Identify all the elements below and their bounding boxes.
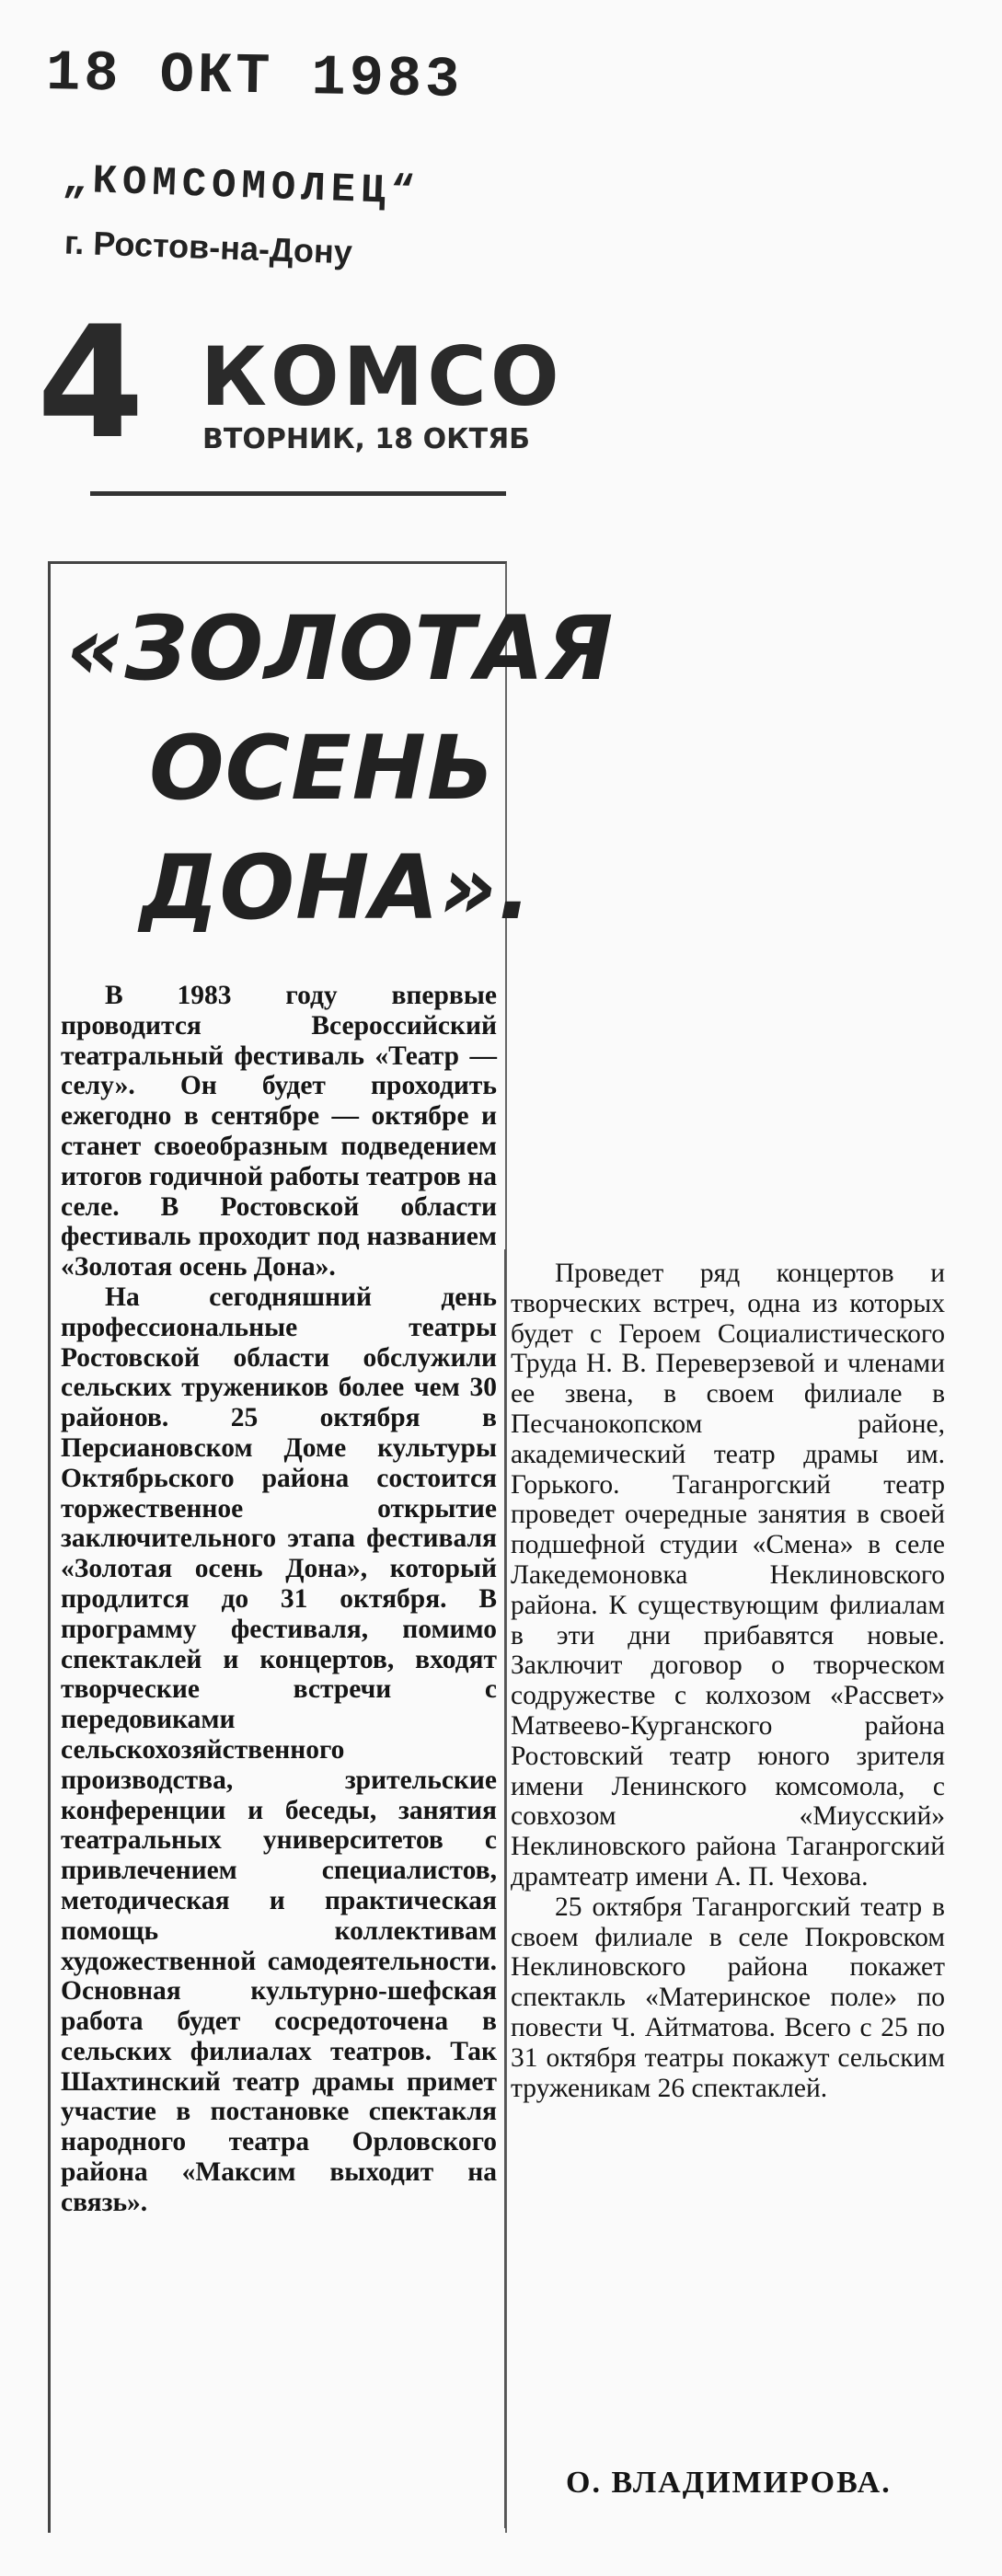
headline-line: «ЗОЛОТАЯ	[66, 597, 615, 700]
newspaper-masthead	[0, 293, 563, 506]
article-paragraph: Проведет ряд концертов и творческих встреч, одна из которых будет с Героем Социалистического Труда Н. В. Переверзевой и членами ее звена, в своем филиале в Песчанокопском районе, академический театр драмы им. Горького. Таганрогский театр проведет очередные занятия в своей подшефной студии «Смена» в селе Лакедемоновка Неклиновского района. К существующим филиалам в эти дни прибавятся новые. Заключит договор о творческом содружестве с колхозом «Рассвет» Матвеево-Курганского района Ростовский театр юного зрителя имени Ленинского комсомола, с совхозом «Миусский» Неклиновского района Таганрогский драмтеатр имени А. П. Чехова.	[511, 1259, 945, 1892]
archive-stamp-newspaper: „КОМСОМОЛЕЦ“	[62, 157, 421, 216]
archive-stamp-city: г. Ростов-на-Дону	[63, 223, 353, 271]
newspaper-name: КОМСО	[201, 329, 563, 424]
archive-stamp-date: 18 ОКТ 1983	[45, 40, 464, 113]
masthead-divider	[90, 491, 506, 496]
article-paragraph: В 1983 году впервые проводится Всероссийский театральный фестиваль «Театр — селу». Он будет проходить ежегодно в сентябре — октябре и станет своеобразным подведением итогов годичной работы театров на селе. В Ростовской области фестиваль проходит под названием «Золотая осень Дона».	[61, 981, 497, 1282]
headline-line: ДОНА».	[140, 836, 533, 939]
page-number: 4	[37, 293, 144, 473]
headline-line: ОСЕНЬ	[149, 717, 496, 820]
article-paragraph: На сегодняшний день профессиональные театры Ростовской области обслужили сельских тружеников более чем 30 районов. 25 октября в Персиановском Доме культуры Октябрьского района состоится торжественное открытие заключительного этапа фестиваля «Золотая осень Дона», который продлится до 31 октября. В программу фестиваля, помимо спектаклей и концертов, входят творческие встречи с передовиками сельскохозяйственного производства, зрительские конференции и беседы, занятия театральных университетов с привлечением специалистов, методическая и практическая помощь коллективам художественной самодеятельности. Основная культурно-шефская работа будет сосредоточена в сельских филиалах театров. Так Шахтинский театр драмы примет участие в постановке спектакля народного театра Орловского района «Максим выходит на связь».	[61, 1282, 497, 2217]
issue-date: ВТОРНИК, 18 ОКТЯБ	[202, 423, 531, 455]
article-headline	[66, 589, 615, 948]
article-column-left	[61, 981, 497, 2218]
article-paragraph: 25 октября Таганрогский театр в своем филиале в селе Покровском Неклиновского района покажет спектакль «Материнское поле» по повести Ч. Айтматова. Всего с 25 по 31 октября театры покажут сельским труженикам 26 спектаклей.	[511, 1892, 945, 2103]
article-column-right	[511, 1259, 945, 2103]
article-author: О. ВЛАДИМИРОВА.	[566, 2466, 892, 2500]
